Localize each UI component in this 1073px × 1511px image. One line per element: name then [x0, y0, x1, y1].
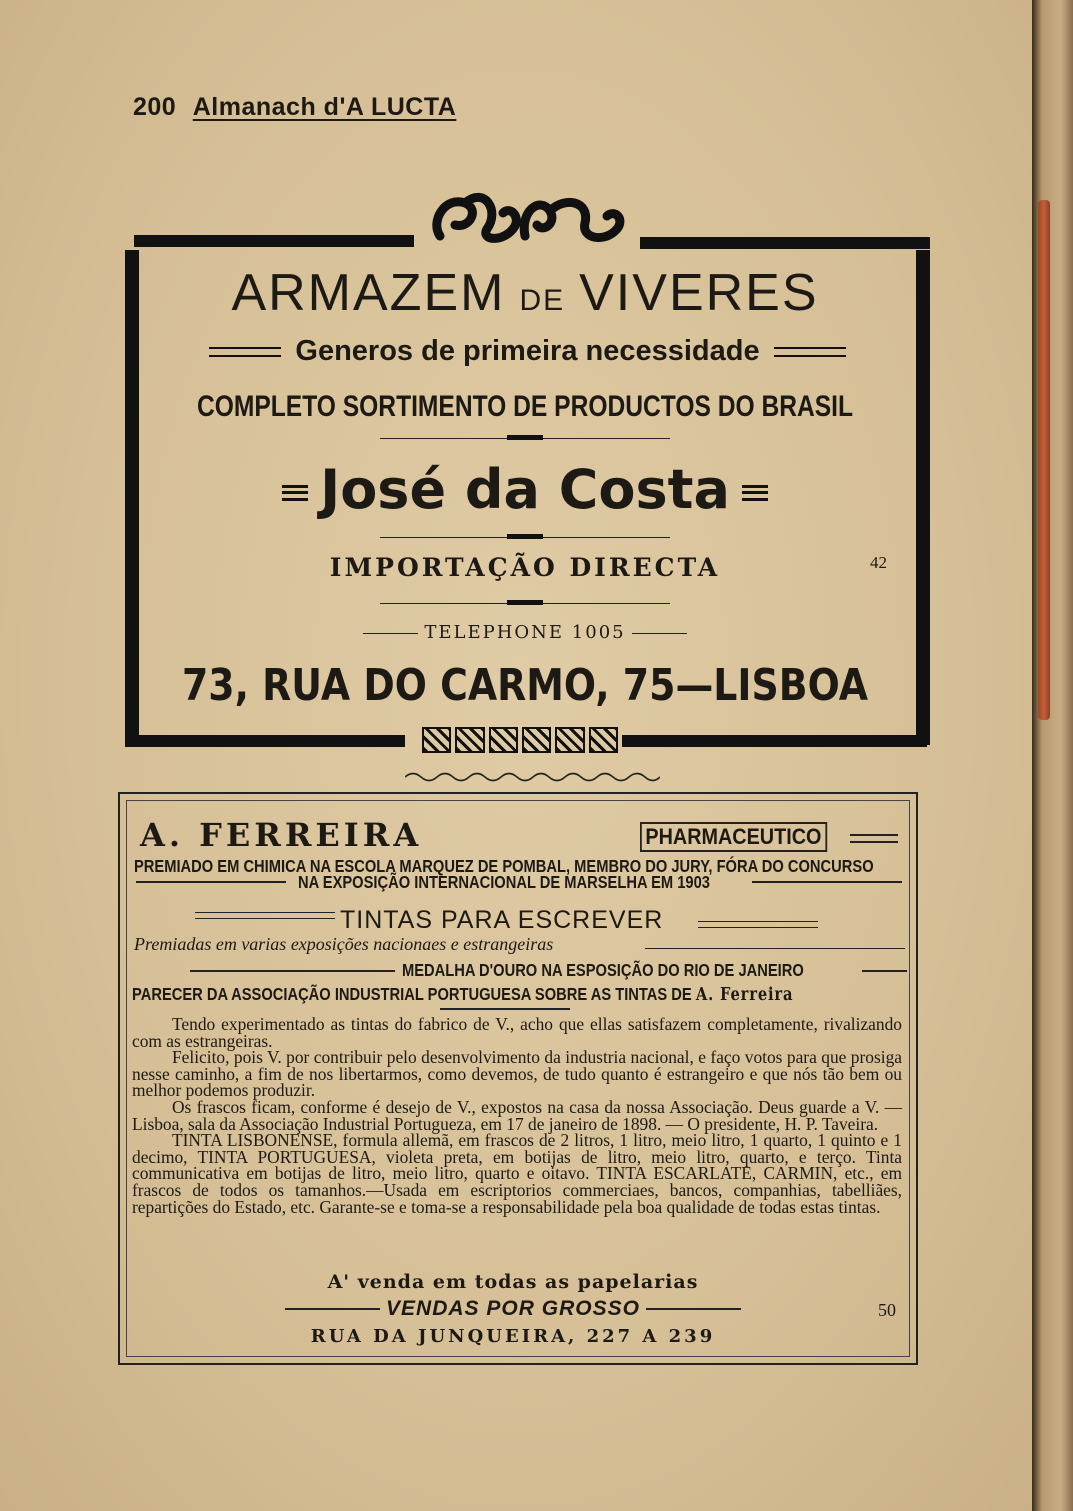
chain-ornament-icon — [420, 727, 620, 753]
vendas-grosso-line — [120, 1297, 906, 1321]
premiadas-line: Premiadas em varias exposições nacionaes e estrangeiras — [134, 934, 554, 954]
title-de: DE — [519, 284, 566, 317]
ad-number: 42 — [870, 553, 887, 572]
parecer-line — [132, 984, 793, 1005]
merchant-name — [120, 458, 930, 521]
premiado-line: PREMIADO EM CHIMICA NA ESCOLA MARQUEZ DE POMBAL, MEMBRO DO JURY, FÓRA DO CONCURSO — [134, 856, 874, 876]
exposicao-line: NA EXPOSIÇÃO INTERNACIONAL DE MARSELHA EM 1903 — [298, 872, 710, 892]
paragraph: Tendo experimentado as tintas do fabrico de V., acho que ellas satisfazem completamente, rivalizando com as estrangeiras. — [132, 1014, 902, 1051]
dash-rule — [646, 1308, 741, 1310]
dash-rule — [285, 1308, 380, 1310]
ad-number: 50 — [878, 1300, 896, 1320]
armazem-title — [120, 263, 930, 323]
divider-rule — [380, 438, 670, 439]
paragraph: Felicito, pois V. por contribuir pelo desenvolvimento da industria nacional, e faço votos para que prosiga nesse caminho, a fim de nos libertarmos, como devemos, de tudo quanto é estrangeiro e que nós tão bem ou melhor podemos produzir. — [132, 1047, 902, 1101]
vendas-grosso-text: VENDAS POR GROSSO — [386, 1297, 640, 1320]
ferreira-header — [140, 816, 910, 854]
sortimento-line: COMPLETO SORTIMENTO DE PRODUCTOS DO BRASIL — [196, 390, 854, 423]
double-rule — [209, 347, 281, 357]
next-page-edge — [1032, 0, 1073, 1511]
pharmaceutico-label: PHARMACEUTICO — [640, 822, 827, 852]
importacao-line: IMPORTAÇÃO DIRECTA — [329, 553, 721, 582]
venda-line: A' venda em todas as papelarias — [327, 1271, 699, 1293]
rule — [862, 970, 907, 972]
frame-bar — [125, 735, 405, 747]
frame-bar — [622, 735, 927, 747]
title-viveres: VIVERES — [579, 264, 819, 322]
ferreira-name: A. FERREIRA — [140, 816, 423, 854]
divider-rule — [380, 603, 670, 604]
rule — [752, 881, 902, 883]
triple-rule — [742, 485, 768, 501]
dash-rule — [363, 633, 418, 634]
frame-bar — [134, 235, 414, 247]
triple-rule — [282, 485, 308, 501]
rule — [136, 881, 286, 883]
rule — [645, 948, 905, 949]
ferreira-address: RUA DA JUNQUEIRA, 227 A 239 — [310, 1326, 716, 1347]
double-rule — [195, 912, 335, 919]
double-rule — [698, 921, 818, 928]
paragraph: TINTA LISBONENSE, formula allemã, em frascos de 2 litros, 1 litro, meio litro, 1 quarto, 1 quinto e 1 decimo, TINTA PORTUGUESA, violeta preta, em botijas de litro, meio litro, quarto, e terço. Tinta communicativa em botijas de litro, meio litro, quarto e oitavo. TINTA ESCARLATE, CARMIN, etc., em frascos de todos os tamanhos.—Usada em escriptorios commerciaes, bancos, companhias, tabelliães, repartições do Estado, etc. Garante-se e toma-se a responsabilidade pela boa qualidade de todas estas tintas. — [132, 1130, 902, 1217]
frame-bar — [640, 237, 930, 249]
armazem-advertisement — [120, 175, 930, 765]
subtitle-text: Generos de primeira necessidade — [295, 335, 760, 367]
merchant-name-text: José da Costa — [320, 458, 730, 521]
running-head — [133, 93, 456, 122]
tintas-heading: TINTAS PARA ESCREVER — [340, 906, 664, 934]
double-rule — [850, 834, 898, 843]
generos-subtitle — [165, 335, 890, 368]
page-tab — [1038, 200, 1050, 720]
medalha-line: MEDALHA D'OURO NA ESPOSIÇÃO DO RIO DE JANEIRO — [402, 960, 804, 980]
scroll-ornament-icon — [420, 178, 640, 253]
parecer-text: PARECER DA ASSOCIAÇÃO INDUSTRIAL PORTUGUESA SOBRE AS TINTAS DE — [132, 984, 692, 1004]
telephone-text: TELEPHONE 1005 — [424, 622, 626, 643]
title-armazem: ARMAZEM — [231, 264, 506, 322]
parecer-name: A. Ferreira — [695, 985, 794, 1005]
ferreira-advertisement — [118, 792, 918, 1365]
dash-rule — [632, 633, 687, 634]
paragraph: Os frascos ficam, conforme é desejo de V., expostos na casa da nossa Associação. Deus guarde a V. — Lisboa, sala da Associação Industrial Portugueza, em 17 de janeiro de 1898. — O presidente, H. P. Taveira. — [132, 1096, 902, 1134]
divider-rule — [380, 537, 670, 538]
running-title: Almanach d'A LUCTA — [192, 93, 457, 121]
rule — [440, 1008, 570, 1010]
telephone-line — [120, 622, 930, 643]
armazem-address: 73, RUA DO CARMO, 75—LISBOA — [181, 660, 869, 711]
double-rule — [774, 347, 846, 357]
testimonial-text — [132, 1016, 902, 1215]
wavy-divider-icon — [405, 770, 660, 784]
page-number: 200 — [133, 93, 177, 121]
rule — [190, 970, 395, 972]
